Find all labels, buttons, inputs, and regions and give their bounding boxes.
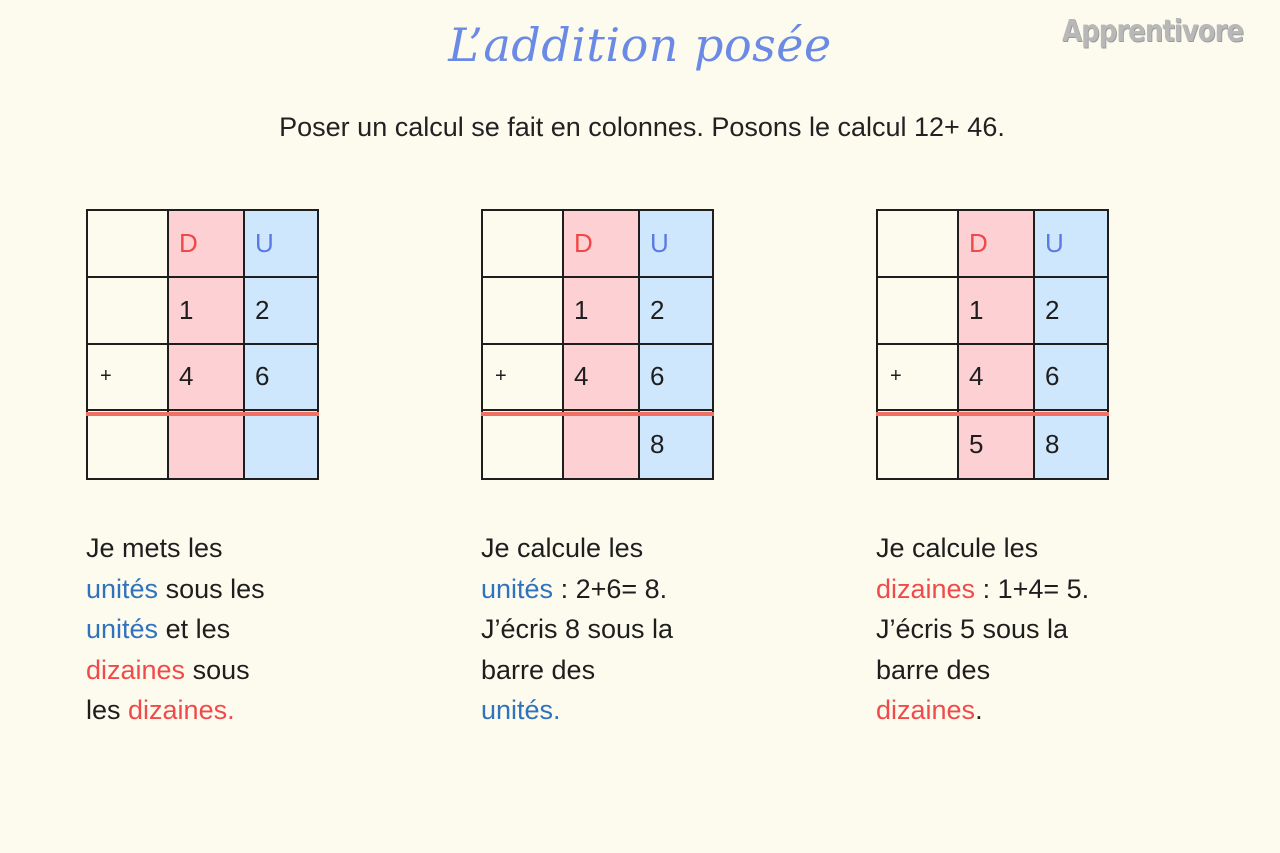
desc-line — [86, 650, 356, 691]
grid-cell — [878, 211, 959, 278]
desc-line — [86, 690, 356, 731]
desc-line: J’écris 8 sous la — [481, 614, 674, 644]
digit-cell: 6 — [640, 345, 712, 412]
plus-sign: + — [483, 345, 564, 412]
result-cell: 8 — [640, 411, 712, 478]
dizaines-header: D — [169, 211, 245, 278]
digit-cell: 4 — [959, 345, 1035, 412]
result-cell: 5 — [959, 411, 1035, 478]
grid-cell — [88, 211, 169, 278]
step-3-description — [876, 528, 1146, 731]
desc-line: Je mets les — [86, 533, 223, 563]
desc-fragment: : 2+6= 8. — [553, 573, 668, 604]
unites-word: unités. — [481, 695, 561, 725]
unites-header: U — [640, 211, 712, 278]
dizaines-word: dizaines — [876, 573, 976, 604]
desc-fragment: sous les — [158, 573, 265, 604]
result-cell — [564, 411, 640, 478]
desc-line: barre des — [481, 654, 596, 685]
digit-cell: 2 — [245, 278, 317, 345]
desc-line: barre des — [876, 654, 991, 685]
plus-sign: + — [88, 345, 169, 412]
grid-cell — [88, 278, 169, 345]
sum-line — [876, 412, 1109, 416]
sum-line — [481, 412, 714, 416]
grid-cell — [483, 278, 564, 345]
desc-fragment: les — [86, 695, 129, 725]
digit-cell: 1 — [564, 278, 640, 345]
desc-line — [876, 690, 1146, 731]
unites-header: U — [1035, 211, 1107, 278]
step-1-description — [86, 528, 356, 731]
desc-line — [876, 569, 1146, 610]
desc-fragment: et les — [158, 614, 231, 644]
addition-grid-step-2 — [481, 209, 714, 480]
result-cell — [169, 411, 245, 478]
digit-cell: 4 — [564, 345, 640, 412]
result-cell — [245, 411, 317, 478]
step-2-description — [481, 528, 751, 731]
desc-line: Je calcule les — [876, 533, 1039, 563]
digit-cell: 6 — [1035, 345, 1107, 412]
dizaines-header: D — [959, 211, 1035, 278]
digit-cell: 1 — [169, 278, 245, 345]
unites-word: unités — [481, 573, 554, 604]
dizaines-word: dizaines — [86, 654, 186, 685]
digit-cell: 1 — [959, 278, 1035, 345]
grid-cell — [483, 211, 564, 278]
grid-cell — [878, 278, 959, 345]
digit-cell: 2 — [640, 278, 712, 345]
result-cell — [878, 411, 959, 478]
plus-sign: + — [878, 345, 959, 412]
desc-fragment: : 1+4= 5. — [975, 573, 1090, 604]
page-title: L’addition posée — [448, 18, 832, 72]
result-cell: 8 — [1035, 411, 1107, 478]
result-cell — [88, 411, 169, 478]
desc-line — [86, 609, 356, 650]
desc-line — [86, 569, 356, 610]
unites-word: unités — [86, 573, 159, 604]
addition-grid-step-1 — [86, 209, 319, 480]
desc-line: J’écris 5 sous la — [876, 614, 1069, 644]
digit-cell: 4 — [169, 345, 245, 412]
dizaines-header: D — [564, 211, 640, 278]
unites-header: U — [245, 211, 317, 278]
desc-line: Je calcule les — [481, 533, 644, 563]
desc-line — [481, 569, 751, 610]
addition-grid-step-3 — [876, 209, 1109, 480]
intro-text: Poser un calcul se fait en colonnes. Posons le calcul 12+ 46. — [279, 112, 1005, 142]
dizaines-word: dizaines. — [128, 695, 235, 725]
brand-logo: Apprentivore — [1062, 14, 1244, 49]
digit-cell: 2 — [1035, 278, 1107, 345]
desc-fragment: . — [975, 695, 983, 725]
unites-word: unités — [86, 614, 159, 644]
sum-line — [86, 412, 319, 416]
digit-cell: 6 — [245, 345, 317, 412]
result-cell — [483, 411, 564, 478]
dizaines-word: dizaines — [876, 695, 976, 725]
desc-fragment: sous — [185, 654, 250, 685]
